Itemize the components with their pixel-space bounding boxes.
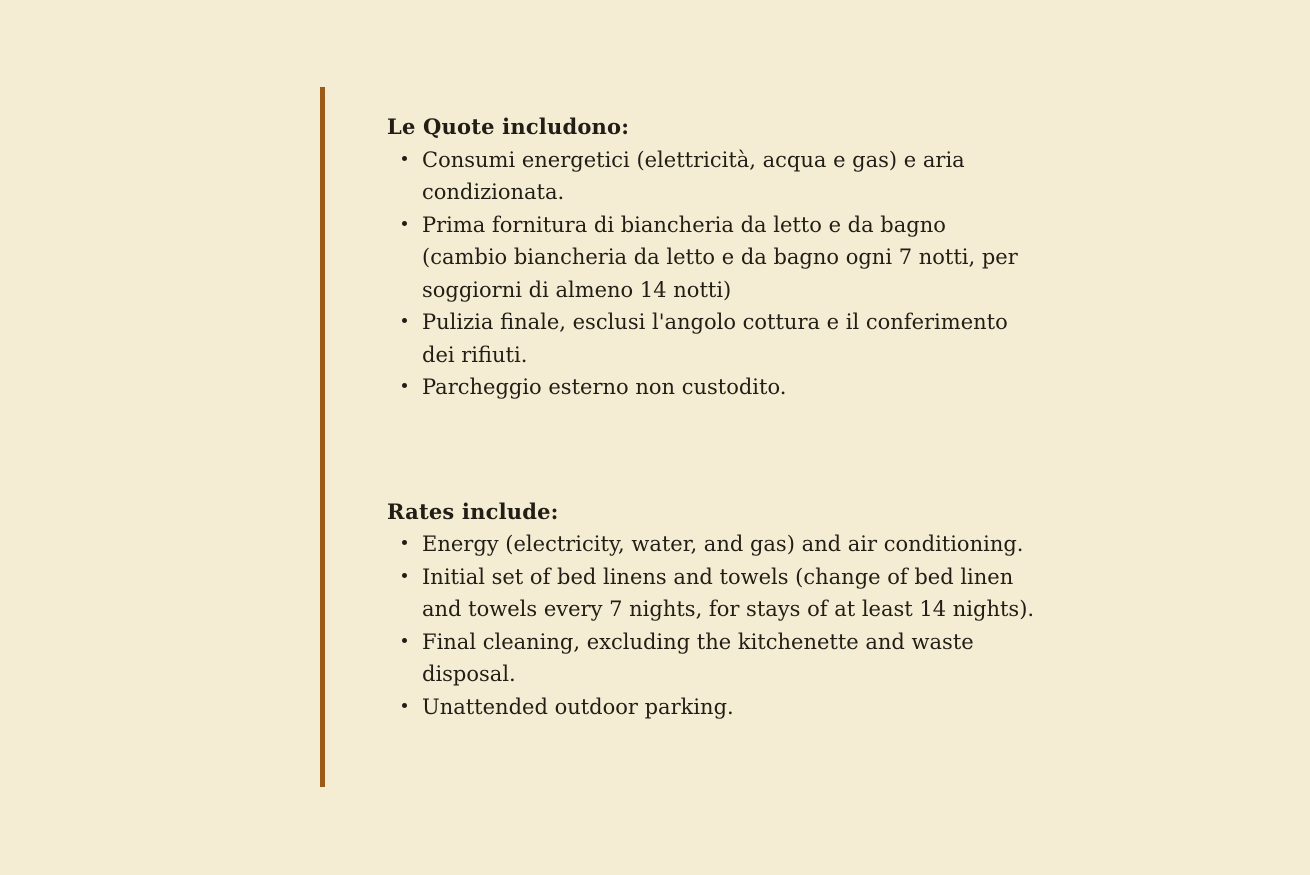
bullet-list-italian [387,144,1035,404]
vertical-accent-line [320,87,325,787]
list-item: Final cleaning, excluding the kitchenette and waste disposal. [422,626,1035,691]
bullet-list-english [387,528,1035,723]
list-item: Parcheggio esterno non custodito. [422,371,1035,404]
list-item: Energy (electricity, water, and gas) and air conditioning. [422,528,1035,561]
list-item: Initial set of bed linens and towels (change of bed linen and towels every 7 nights, for stays of at least 14 nights). [422,561,1035,626]
section-italian-rates [387,111,1035,404]
section-heading-english: Rates include: [387,498,559,524]
page-content [387,111,1035,723]
list-item: Unattended outdoor parking. [422,691,1035,724]
list-item: Consumi energetici (elettricità, acqua e gas) e aria condizionata. [422,144,1035,209]
section-heading-italian: Le Quote includono: [387,114,630,139]
list-item: Pulizia finale, esclusi l'angolo cottura e il conferimento dei rifiuti. [422,306,1035,371]
section-english-rates [387,496,1035,724]
list-item: Prima fornitura di biancheria da letto e da bagno (cambio biancheria da letto e da bagno ogni 7 notti, per soggiorni di almeno 14 notti) [422,209,1035,307]
